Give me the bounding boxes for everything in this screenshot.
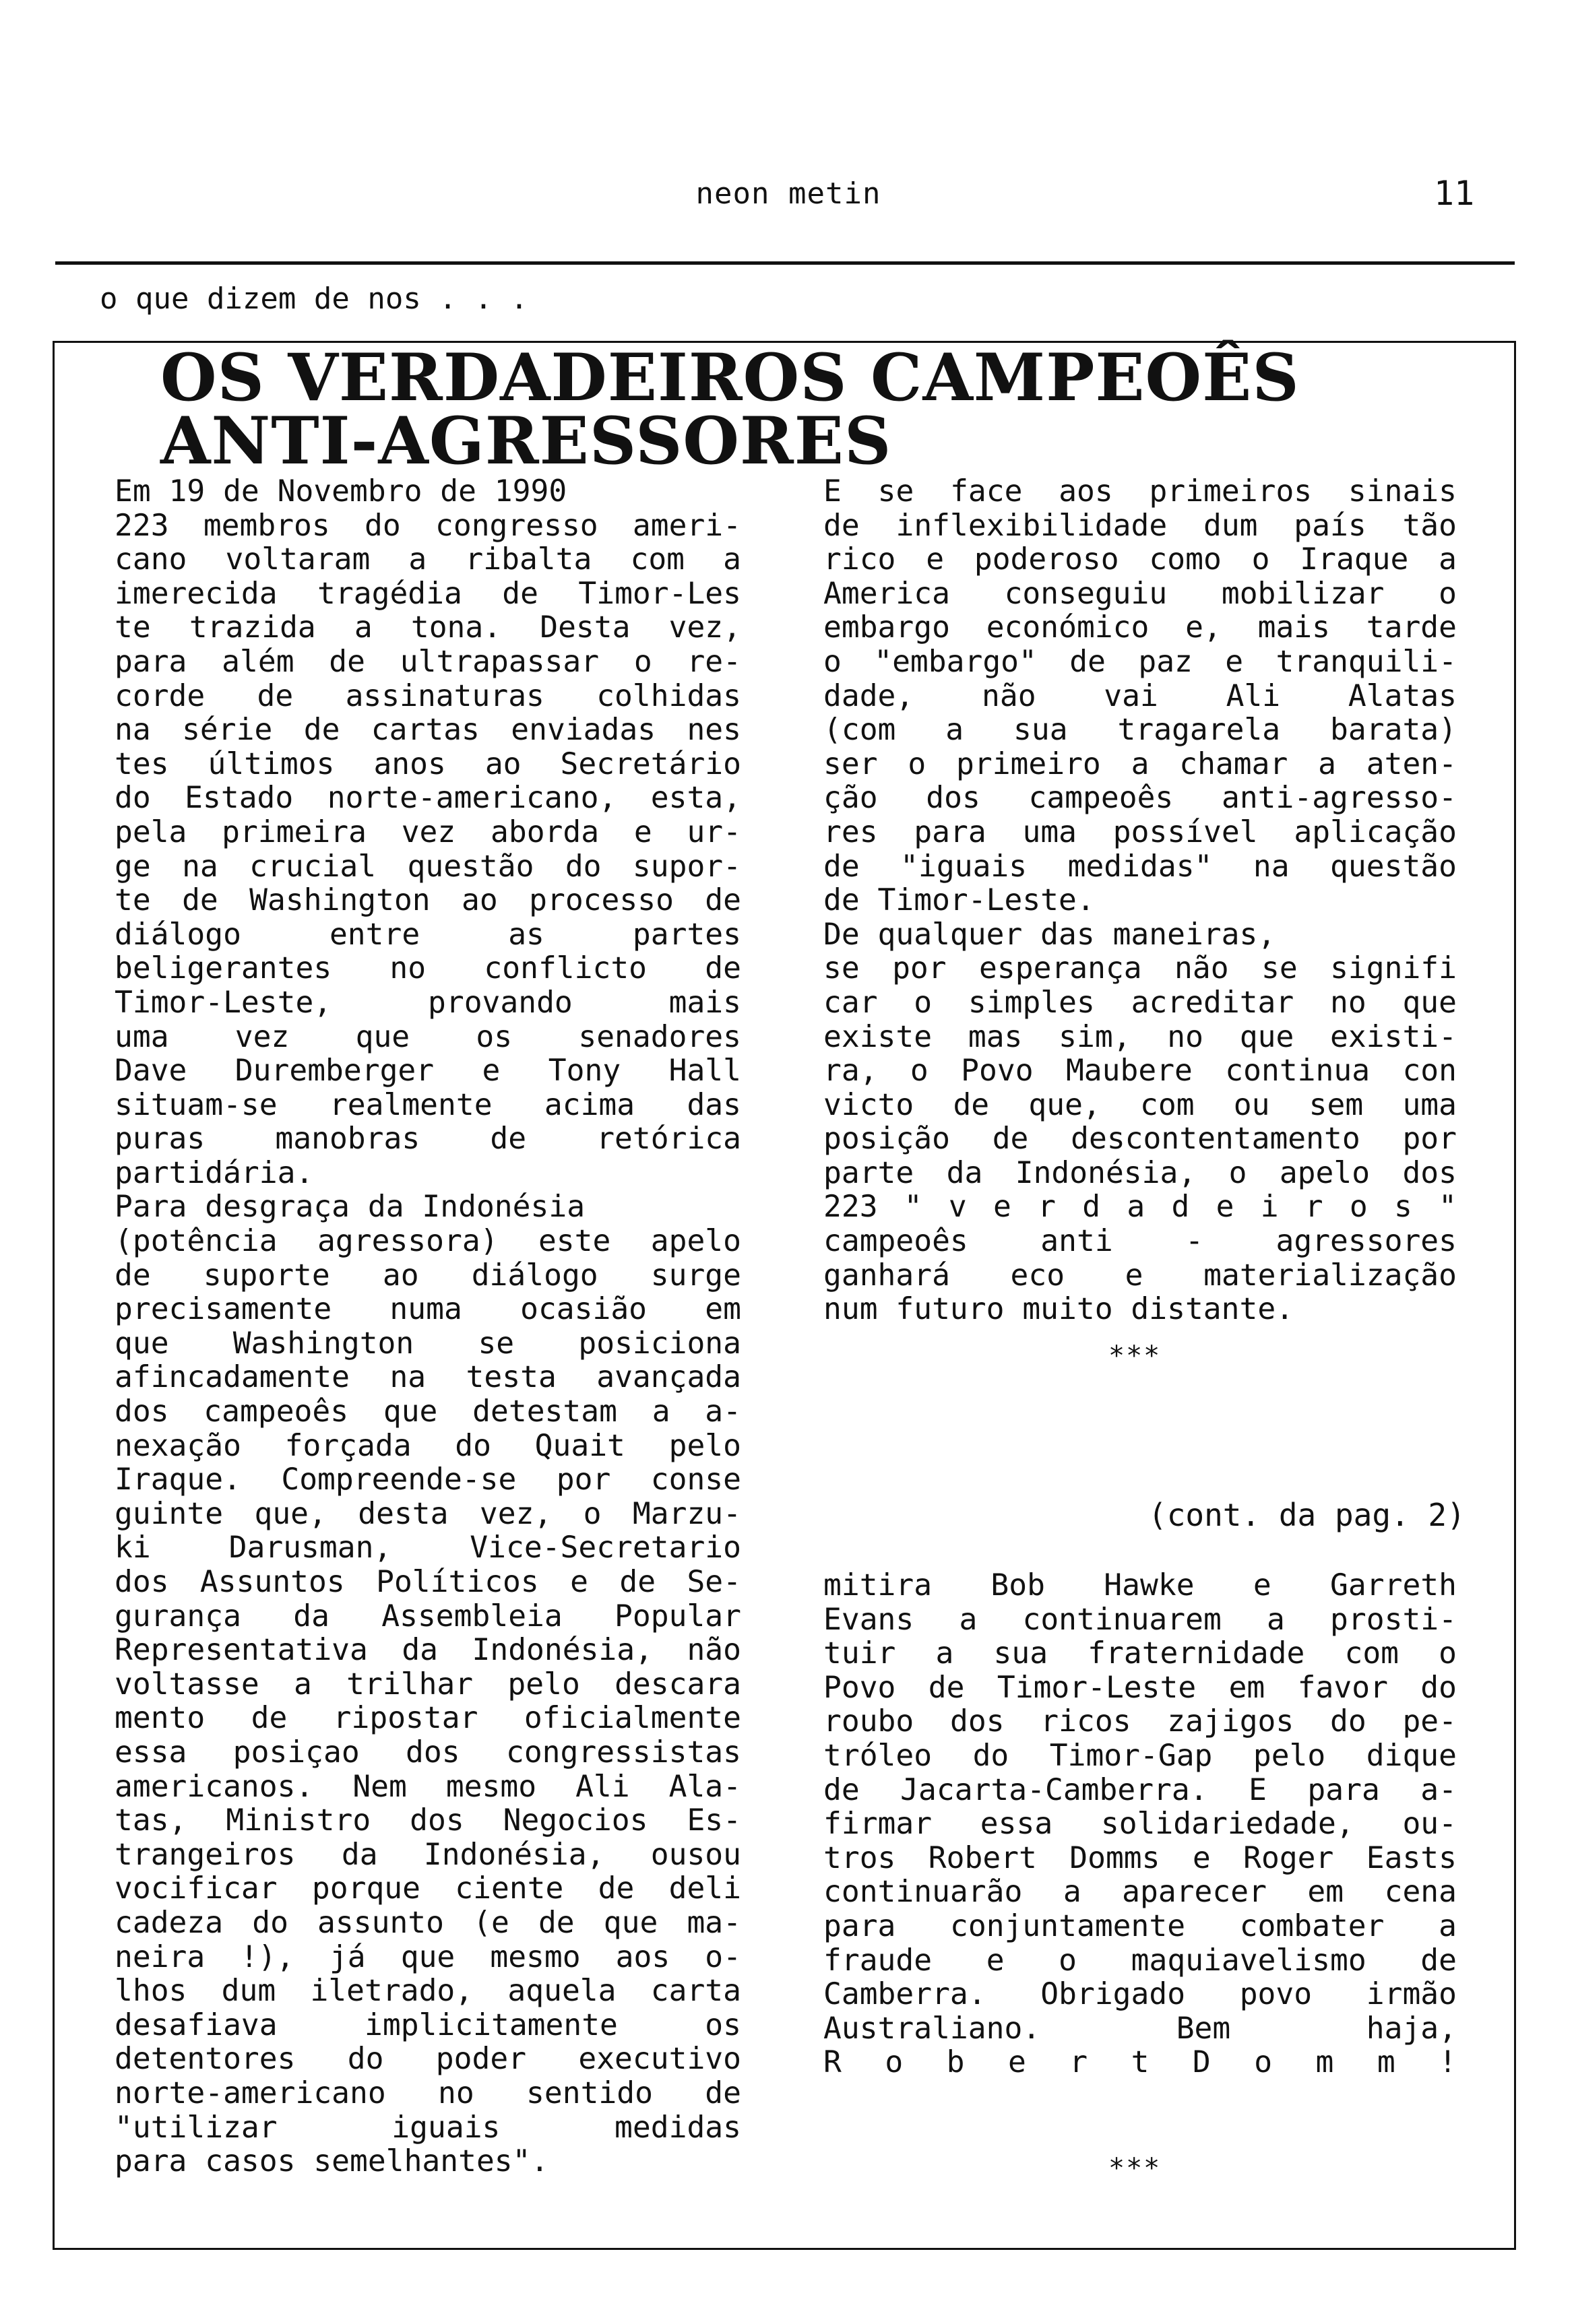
- text-line: campeoês anti - agressores: [823, 1223, 1457, 1259]
- text-line: ser o primeiro a chamar a aten-: [823, 746, 1457, 781]
- text-line: ra, o Povo Maubere continua con: [823, 1053, 1457, 1089]
- text-line: existe mas sim, no que existi-: [823, 1019, 1457, 1054]
- text-line: ção dos campeoês anti-agresso-: [823, 780, 1457, 816]
- continuation-column: [823, 1568, 1457, 2079]
- text-line: Iraque. Compreende-se por conse: [115, 1462, 741, 1497]
- text-line: trangeiros da Indonésia, ousou: [115, 1836, 741, 1872]
- text-line: na série de cartas enviadas nes: [115, 712, 741, 748]
- text-line: Em 19 de Novembro de 1990: [115, 474, 567, 509]
- text-line: precisamente numa ocasião em: [115, 1291, 741, 1327]
- text-line: ki Darusman, Vice-Secretario: [115, 1530, 741, 1566]
- text-line: parte da Indonésia, o apelo dos: [823, 1155, 1457, 1190]
- text-line: fraude e o maquiavelismo de: [823, 1942, 1457, 1978]
- text-line: posição de descontentamento por: [823, 1121, 1457, 1157]
- text-line: vocificar porque ciente de deli: [115, 1871, 741, 1906]
- text-line: desafiava implicitamente os: [115, 2007, 741, 2042]
- section-separator: ***: [1108, 1341, 1162, 1371]
- text-line: para além de ultrapassar o re-: [115, 643, 741, 679]
- text-line: de suporte ao diálogo surge: [115, 1257, 741, 1293]
- text-line: Dave Duremberger e Tony Hall: [115, 1053, 741, 1089]
- text-line: voltasse a trilhar pelo descara: [115, 1666, 741, 1702]
- end-separator: ***: [1108, 2153, 1162, 2184]
- text-line: Para desgraça da Indonésia: [115, 1189, 586, 1225]
- text-line: lhos dum iletrado, aquela carta: [115, 1973, 741, 2009]
- text-line: pela primeira vez aborda e ur-: [115, 814, 741, 849]
- text-line: tros Robert Domms e Roger Easts: [823, 1840, 1457, 1875]
- text-line: Representativa da Indonésia, não: [115, 1632, 741, 1668]
- text-line: roubo dos ricos zajigos do pe-: [823, 1704, 1457, 1739]
- text-line: ge na crucial questão do supor-: [115, 848, 741, 884]
- text-line: E se face aos primeiros sinais: [823, 474, 1457, 509]
- article-headline: [160, 340, 1300, 479]
- text-line: imerecida tragédia de Timor-Les: [115, 575, 741, 611]
- text-line: tróleo do Timor-Gap pelo dique: [823, 1737, 1457, 1773]
- text-line: nexação forçada do Quait pelo: [115, 1427, 741, 1463]
- text-line: guinte que, desta vez, o Marzu-: [115, 1495, 741, 1531]
- text-line: dos Assuntos Políticos e de Se-: [115, 1564, 741, 1599]
- text-line: res para uma possível aplicação: [823, 814, 1457, 849]
- text-line: beligerantes no conflicto de: [115, 950, 741, 986]
- text-line: americanos. Nem mesmo Ali Ala-: [115, 1768, 741, 1804]
- text-line: (com a sua tragarela barata): [823, 712, 1457, 748]
- text-line: te de Washington ao processo de: [115, 882, 741, 918]
- text-line: partidária.: [115, 1155, 314, 1190]
- continuation-reference: (cont. da pag. 2): [1148, 1497, 1466, 1533]
- text-line: do Estado norte-americano, esta,: [115, 780, 741, 816]
- text-line: para conjuntamente combater a: [823, 1908, 1457, 1943]
- text-line: car o simples acreditar no que: [823, 984, 1457, 1020]
- text-line: cadeza do assunto (e de que ma-: [115, 1904, 741, 1940]
- text-line: dos campeoês que detestam a a-: [115, 1394, 741, 1429]
- text-line: neira !), já que mesmo aos o-: [115, 1939, 741, 1974]
- text-line: firmar essa solidariedade, ou-: [823, 1806, 1457, 1842]
- article-right-column: [823, 474, 1457, 1326]
- text-line: tuir a sua fraternidade com o: [823, 1636, 1457, 1671]
- text-line: embargo económico e, mais tarde: [823, 610, 1457, 645]
- page-number: 11: [1434, 174, 1475, 213]
- text-line: norte-americano no sentido de: [115, 2075, 741, 2110]
- text-line: diálogo entre as partes: [115, 916, 741, 952]
- text-line: de "iguais medidas" na questão: [823, 848, 1457, 884]
- text-line: num futuro muito distante.: [823, 1291, 1294, 1327]
- headline-line-2: ANTI-AGRESSORES: [160, 403, 892, 479]
- text-line: tes últimos anos ao Secretário: [115, 746, 741, 781]
- text-line: o "embargo" de paz e tranquili-: [823, 643, 1457, 679]
- text-line: tas, Ministro dos Negocios Es-: [115, 1803, 741, 1838]
- article-left-column: [115, 474, 741, 2178]
- text-line: de inflexibilidade dum país tão: [823, 507, 1457, 543]
- text-line: victo de que, com ou sem uma: [823, 1087, 1457, 1122]
- text-line: (potência agressora) este apelo: [115, 1223, 741, 1259]
- text-line: R o b e r t D o m m !: [823, 2044, 1457, 2080]
- section-heading: o que dizem de nos . . .: [100, 282, 528, 316]
- text-line: Timor-Leste, provando mais: [115, 984, 741, 1020]
- text-line: rico e poderoso como o Iraque a: [823, 542, 1457, 577]
- text-line: dade, não vai Ali Alatas: [823, 678, 1457, 713]
- text-line: puras manobras de retórica: [115, 1121, 741, 1157]
- text-line: America conseguiu mobilizar o: [823, 575, 1457, 611]
- text-line: mitira Bob Hawke e Garreth: [823, 1568, 1457, 1603]
- text-line: De qualquer das maneiras,: [823, 916, 1276, 952]
- text-line: situam-se realmente acima das: [115, 1087, 741, 1122]
- text-line: Australiano. Bem haja,: [823, 2010, 1457, 2046]
- text-line: ganhará eco e materialização: [823, 1257, 1457, 1293]
- text-line: detentores do poder executivo: [115, 2041, 741, 2077]
- publication-title: neon metin: [695, 176, 881, 211]
- text-line: que Washington se posiciona: [115, 1325, 741, 1361]
- text-line: de Timor-Leste.: [823, 882, 1095, 918]
- text-line: te trazida a tona. Desta vez,: [115, 610, 741, 645]
- text-line: Camberra. Obrigado povo irmão: [823, 1976, 1457, 2012]
- text-line: mento de ripostar oficialmente: [115, 1700, 741, 1736]
- text-line: para casos semelhantes".: [115, 2143, 549, 2179]
- text-line: "utilizar iguais medidas: [115, 2109, 741, 2145]
- text-line: 223 membros do congresso ameri-: [115, 507, 741, 543]
- text-line: afincadamente na testa avançada: [115, 1359, 741, 1395]
- text-line: continuarão a aparecer em cena: [823, 1874, 1457, 1910]
- text-line: Povo de Timor-Leste em favor do: [823, 1669, 1457, 1705]
- text-line: gurança da Assembleia Popular: [115, 1598, 741, 1634]
- text-line: corde de assinaturas colhidas: [115, 678, 741, 713]
- text-line: uma vez que os senadores: [115, 1019, 741, 1054]
- headline-line-1: OS VERDADEIROS CAMPEOÊS: [160, 340, 1300, 416]
- text-line: essa posiçao dos congressistas: [115, 1734, 741, 1770]
- text-line: cano voltaram a ribalta com a: [115, 542, 741, 577]
- text-line: se por esperança não se signifi: [823, 950, 1457, 986]
- text-line: 223 " v e r d a d e i r o s ": [823, 1189, 1457, 1225]
- text-line: de Jacarta-Camberra. E para a-: [823, 1772, 1457, 1807]
- header-divider: [55, 261, 1515, 265]
- text-line: Evans a continuarem a prosti-: [823, 1601, 1457, 1637]
